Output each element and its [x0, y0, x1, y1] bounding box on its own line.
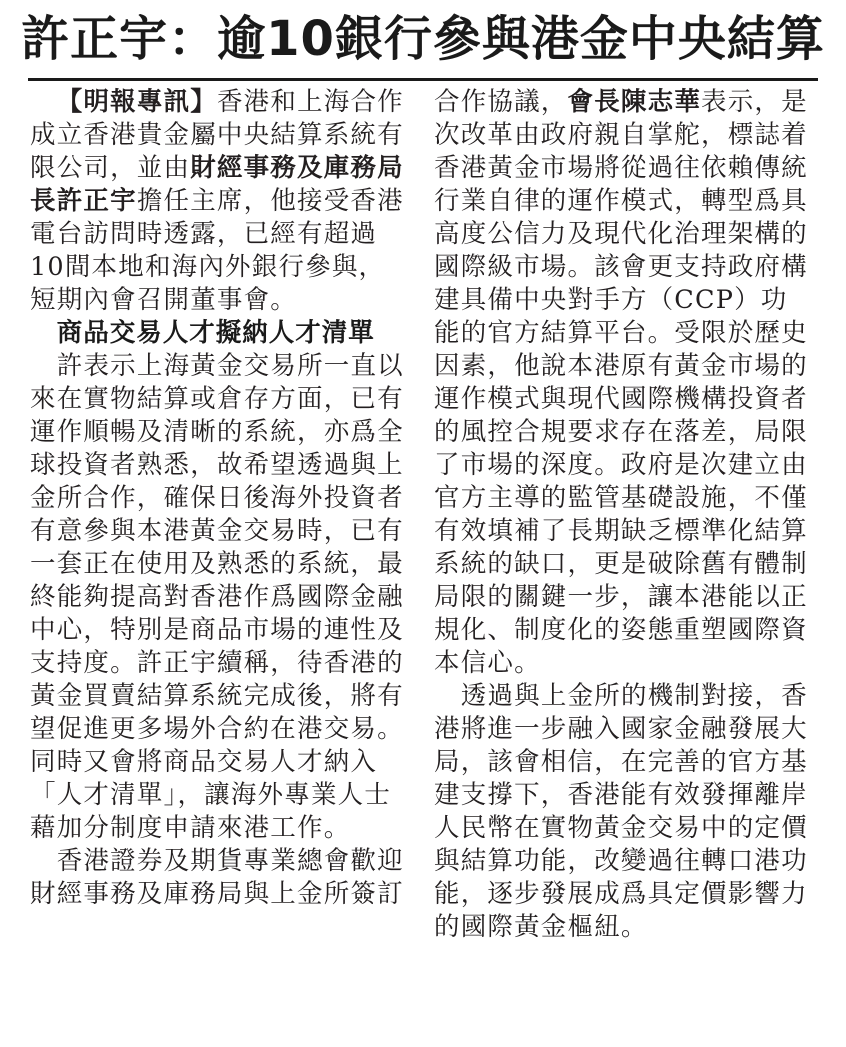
lead-text-1: 香港和上海合作成立香港貴金屬中央結算系統有限公司，並由	[30, 87, 404, 183]
article-headline: 許正宇：逾10銀行參與港金中央結算	[21, 11, 825, 67]
body-paragraph-3-continued	[434, 86, 814, 680]
subheading: 商品交易人才擬納人才清單	[56, 318, 375, 348]
speaker-name: 會長陳志華	[567, 87, 702, 117]
body-paragraph-4: 透過與上金所的機制對接，香港將進一步融入國家金融發展大局，該會相信，在完善的官方基建支撐下，香港能有效發揮離岸人民幣在實物黃金交易中的定價與結算功能，改變過往轉口港功能，逐步發展成爲具定價影響力的國際黃金樞紐。	[434, 681, 808, 942]
right-column	[434, 86, 814, 944]
cont-text-2: 表示，是次改革由政府親自掌舵，標誌着香港黃金市場將從過往依賴傳統行業自律的運作模式，轉型爲具高度公信力及現代化治理架構的國際級市場。該會更支持政府構建具備中央對手方（CCP）功能的官方結算平台。受限於歷史因素，他說本港原有黃金市場的運作模式與現代國際機構投資者的風控合規要求存在落差，局限了市場的深度。政府是次建立由官方主導的監管基礎設施，不僅有效填補了長期缺乏標準化結算系統的缺口，更是破除舊有體制局限的關鍵一步，讓本港能以正規化、制度化的姿態重塑國際資本信心。	[434, 87, 808, 678]
official-title: 財經事務及庫務局長許正宇	[30, 153, 404, 216]
headline-rule	[28, 78, 818, 81]
cont-text-1: 合作協議，	[434, 87, 568, 117]
left-column	[30, 86, 408, 911]
lead-paragraph	[30, 86, 408, 317]
body-paragraph-3: 香港證券及期貨專業總會歡迎財經事務及庫務局與上金所簽訂	[30, 846, 404, 909]
lead-text-2: 擔任主席，他接受香港電台訪問時透露，已經有超過10間本地和海內外銀行參與，短期內會召開董事會。	[30, 186, 404, 315]
body-paragraph-2: 許表示上海黃金交易所一直以來在實物結算或倉存方面，已有運作順暢及清晰的系統，亦爲全球投資者熟悉，故希望透過與上金所合作，確保日後海外投資者有意參與本港黃金交易時，已有一套正在使用及熟悉的系統，最終能夠提高對香港作爲國際金融中心，特別是商品市場的連性及支持度。許正宇續稱，待香港的黃金買賣結算系統完成後，將有望促進更多場外合約在港交易。同時又會將商品交易人才納入「人才清單」，讓海外專業人士藉加分制度申請來港工作。	[30, 351, 404, 843]
dateline: 【明報專訊】	[56, 87, 217, 117]
